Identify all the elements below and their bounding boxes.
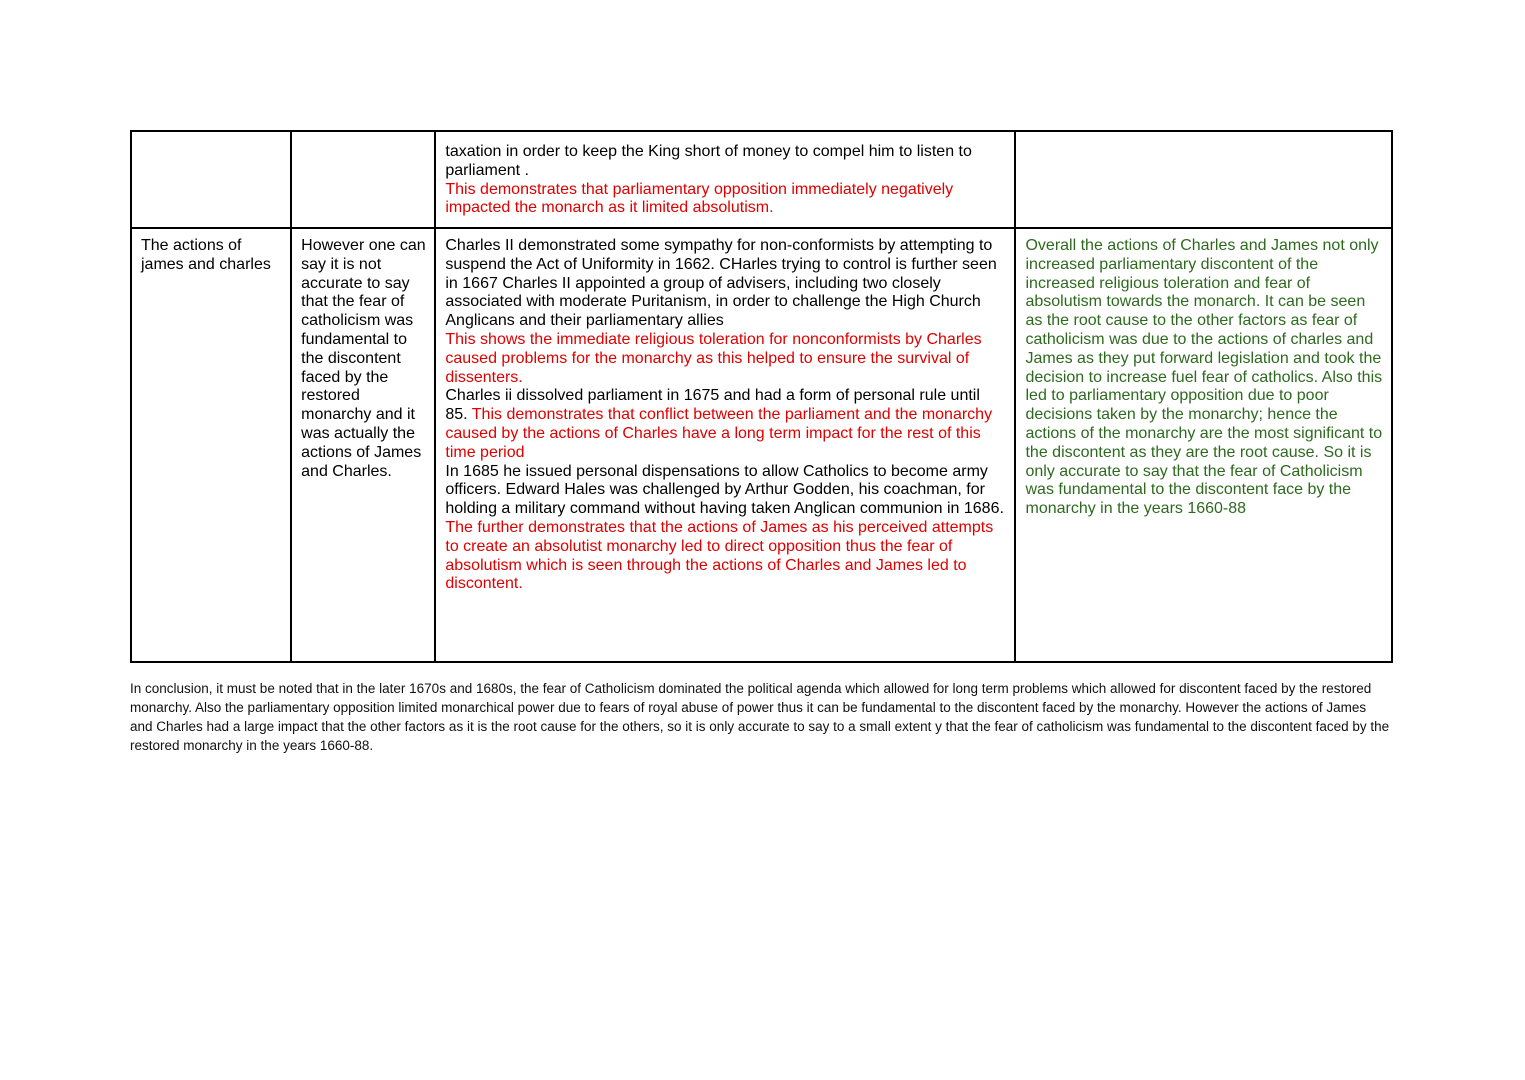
evidence-cell: [435, 131, 1015, 228]
evidence-analysis: The further demonstrates that the actions of James as his perceived attempts to create an absolutist monarchy led to direct opposition thus the fear of absolutism which is seen through the actions of Charles and James led to discontent.: [445, 518, 994, 593]
argument-cell: [291, 228, 435, 662]
factor-cell-empty: [131, 131, 291, 228]
evidence-text: taxation in order to keep the King short of money to compel him to listen to parliament .: [445, 143, 972, 179]
evidence-text: Charles ii dissolved parliament in 1675 and had a form of personal rule until 85.: [445, 387, 980, 424]
evidence-text: In 1685 he issued personal dispensations to allow Catholics to become army officers. Edward Hales was challenged by Arthur Godden, his coachman, for holding a military command without having taken Anglican communion in 1686.: [445, 462, 1004, 518]
evidence-text: Charles II demonstrated some sympathy for non-conformists by attempting to suspend the Act of Uniformity in 1662. CHarles trying to control is further seen in 1667 Charles II appointed a group of advisers, including two closely associated with moderate Puritanism, in order to challenge the High Church Anglicans and their parliamentary allies: [445, 237, 997, 330]
essay-table: [130, 130, 1393, 663]
evidence-cell: [435, 228, 1015, 662]
evidence-analysis: This shows the immediate religious toleration for nonconformists by Charles caused problems for the monarchy as this helped to ensure the survival of dissenters.: [445, 330, 982, 386]
evidence-analysis: This demonstrates that conflict between the parliament and the monarchy caused by the actions of Charles have a long term impact for the rest of this time period: [445, 406, 993, 461]
judgement-cell-empty: [1015, 131, 1392, 228]
table-row: [131, 131, 1392, 228]
table-row: [131, 228, 1392, 662]
evidence-analysis: This demonstrates that parliamentary opposition immediately negatively impacted the monarch as it limited absolutism.: [445, 180, 954, 217]
argument-cell-empty: [291, 131, 435, 228]
argument-text: However one can say it is not accurate to say that the fear of catholicism was fundamental to the discontent faced by the restored monarchy and it was actually the actions of James and Charles.: [301, 237, 426, 480]
factor-text: The actions of james and charles: [141, 237, 271, 273]
judgement-text: Overall the actions of Charles and James not only increased parliamentary discontent of the increased religious toleration and fear of absolutism towards the monarch. It can be seen as the root cause to the other factors as fear of catholicism was due to the actions of charles and James as they put forward legislation and took the decision to increase fuel fear of catholics. Also this led to parliamentary opposition due to poor decisions taken by the monarchy; hence the actions of the monarchy are the most significant to the discontent as they are the root cause. So it is only accurate to say that the fear of Catholicism was fundamental to the discontent face by the monarchy in the years 1660-88: [1025, 237, 1383, 518]
judgement-cell: [1015, 228, 1392, 662]
evidence-paragraph: [445, 387, 1006, 462]
factor-cell: [131, 228, 291, 662]
conclusion-paragraph: In conclusion, it must be noted that in the later 1670s and 1680s, the fear of Catholicism dominated the political agenda which allowed for long term problems which allowed for discontent faced by the restored monarchy. Also the parliamentary opposition limited monarchical power due to fears of royal abuse of power thus it can be fundamental to the discontent faced by the monarchy. However the actions of James and Charles had a large impact that the other factors as it is the root cause for the others, so it is only accurate to say to a small extent y that the fear of catholicism was fundamental to the discontent faced by the restored monarchy in the years 1660-88.: [130, 681, 1390, 753]
